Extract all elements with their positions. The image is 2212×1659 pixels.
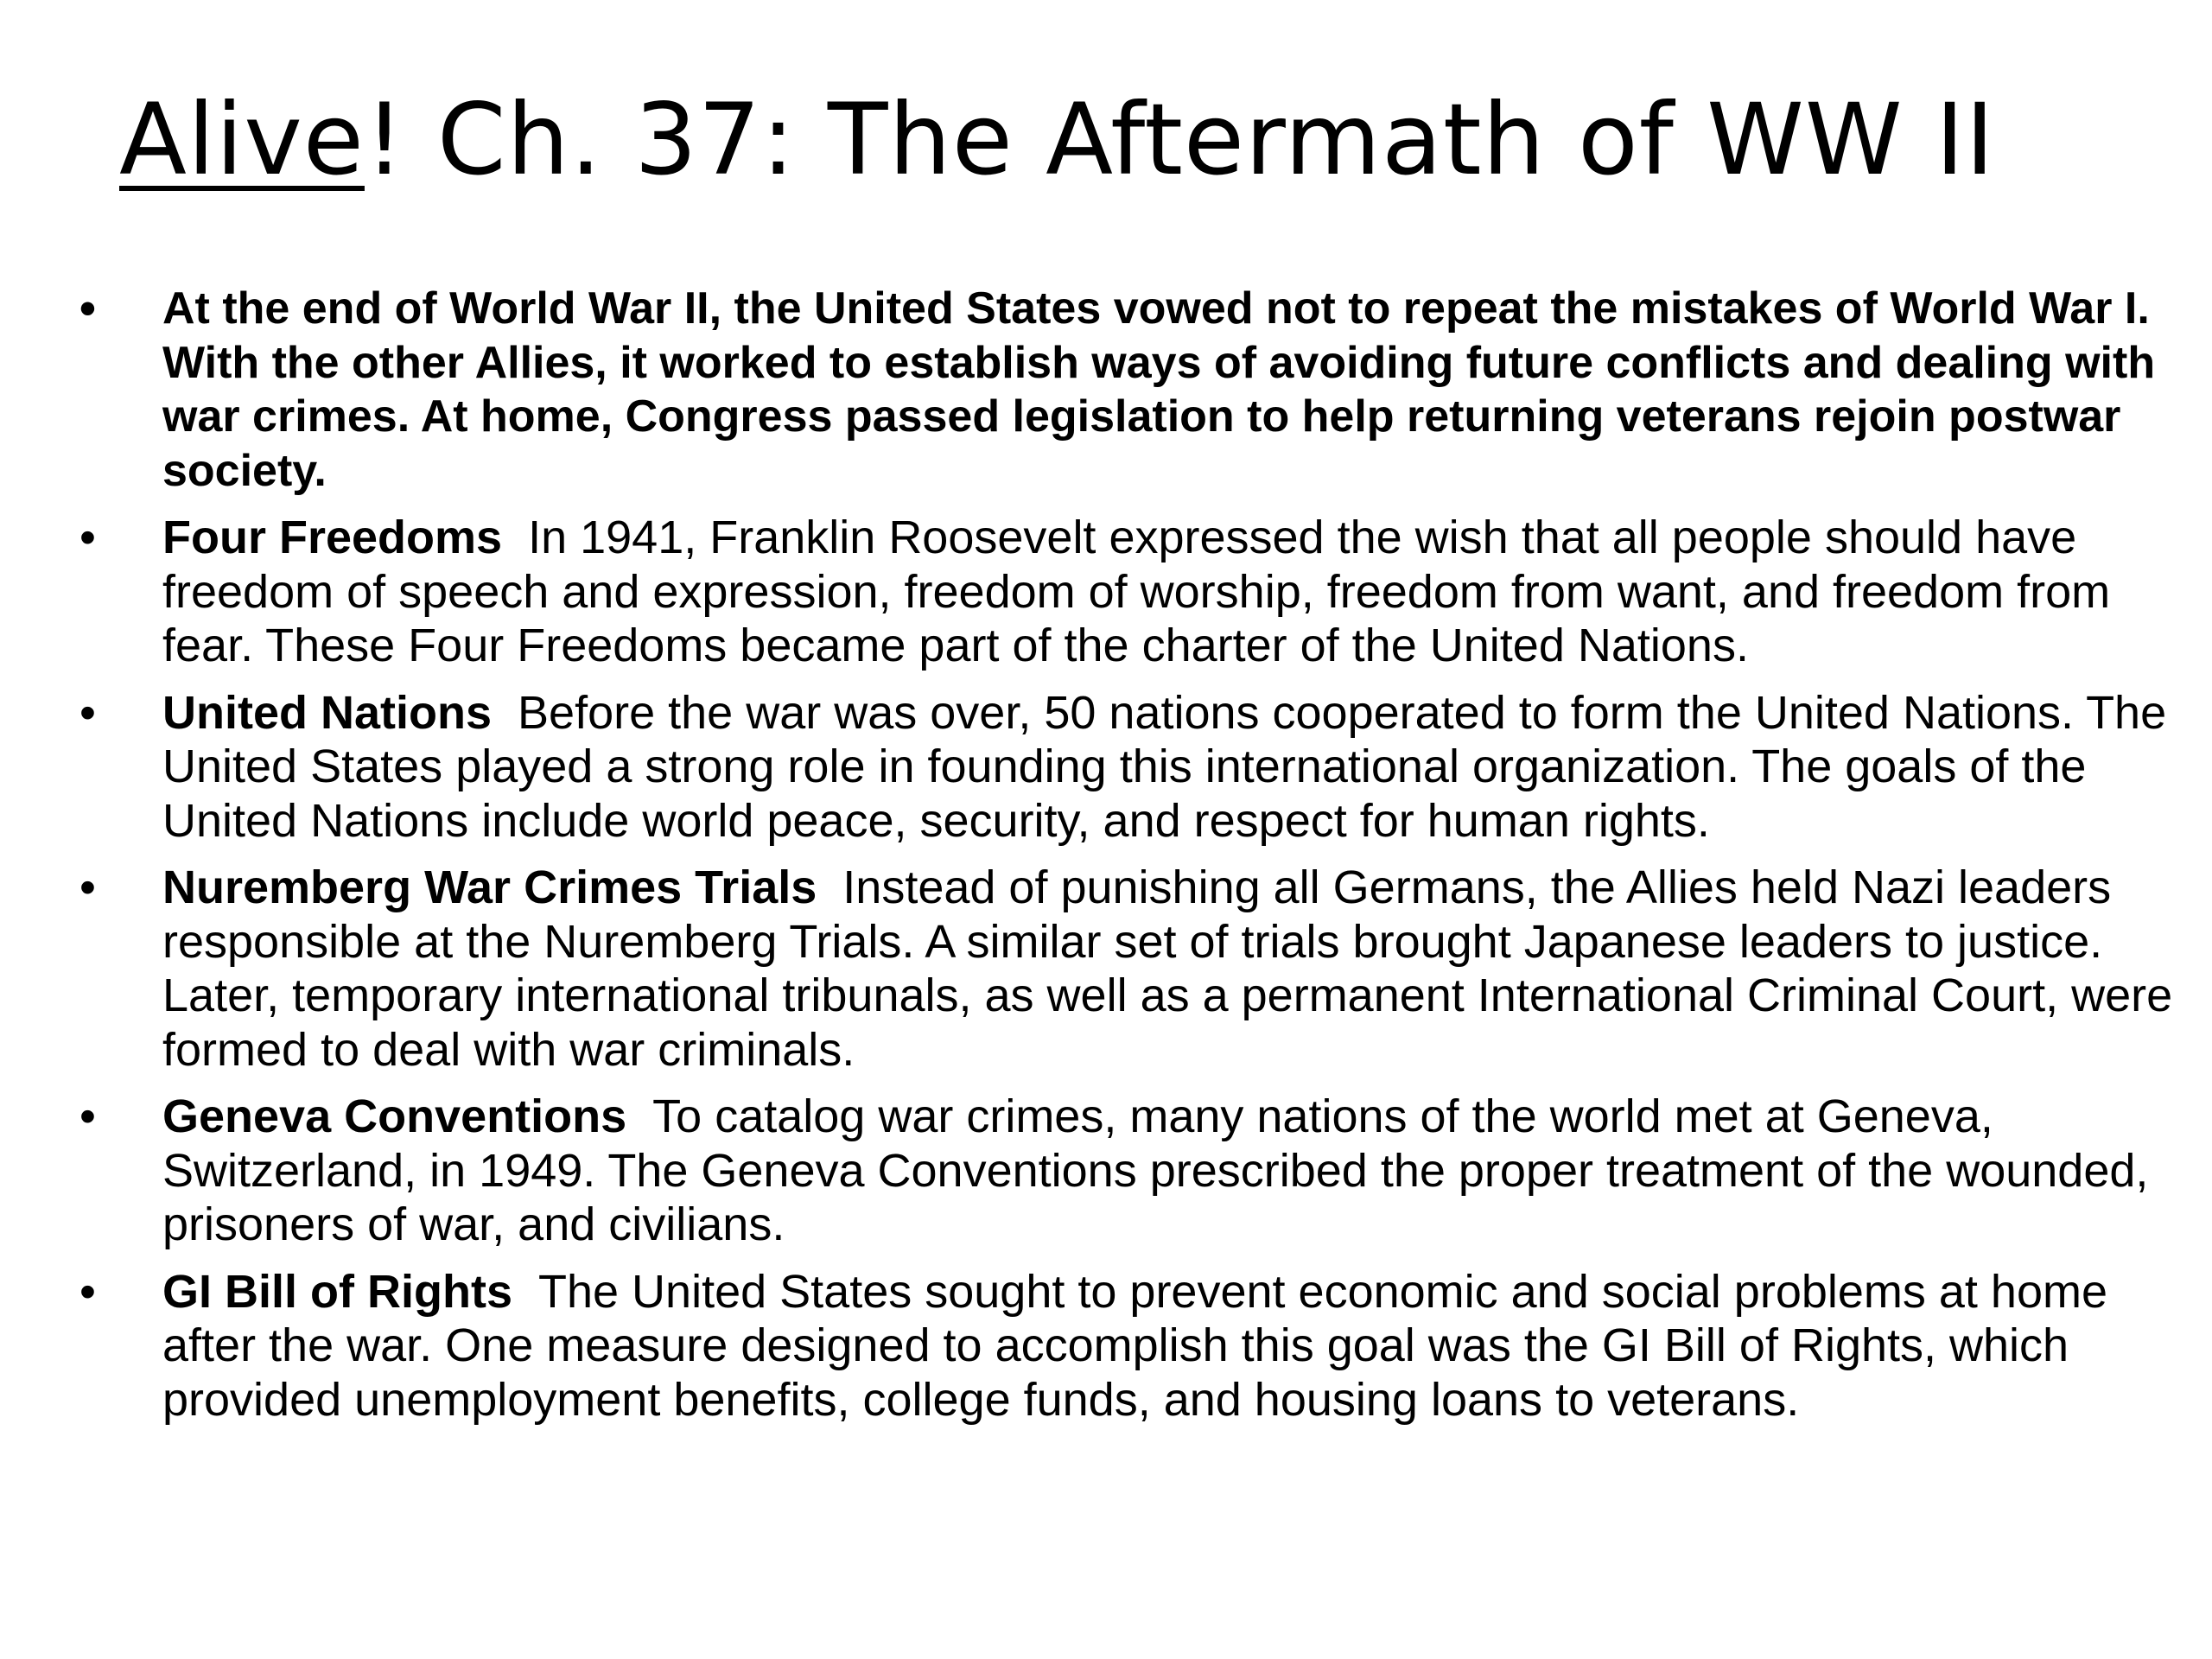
term-united-nations: United Nations (162, 686, 493, 739)
bullet-gi-bill (0, 1265, 2212, 1427)
bullet-dot-icon: • (79, 1090, 96, 1142)
term-nuremberg-trials: Nuremberg War Crimes Trials (162, 861, 817, 913)
term-four-freedoms: Four Freedoms (162, 512, 503, 563)
term-gi-bill: GI Bill of Rights (162, 1265, 512, 1318)
slide-title (119, 79, 2107, 200)
bullet-list (0, 282, 2212, 1440)
title-rest: ! Ch. 37: The Aftermath of WW II (364, 82, 1996, 197)
bullet-united-nations (0, 686, 2212, 849)
bullet-nuremberg-trials (0, 861, 2212, 1077)
bullet-dot-icon: • (79, 512, 96, 563)
bullet-dot-icon: • (79, 1265, 96, 1318)
bullet-dot-icon: • (79, 686, 96, 739)
bullet-geneva-conventions (0, 1090, 2212, 1252)
text-united-nations: Before the war was over, 50 nations cooperated to form the United Nations. The United States played a strong role in founding this international organization. The goals of the United Nations include world peace, security, and respect for human rights. (162, 686, 2167, 847)
intro-text: At the end of World War II, the United States vowed not to repeat the mistakes of World War I. With the other Allies, it worked to establish ways of avoiding future conflicts and dealing with war crimes. At home, Congress passed legislation to help returning veterans rejoin postwar society. (162, 283, 2156, 496)
bullet-dot-icon: • (79, 283, 96, 334)
bullet-dot-icon: • (79, 861, 96, 913)
text-geneva-conventions: To catalog war crimes, many nations of the world met at Geneva, Switzerland, in 1949. The Geneva Conventions prescribed the proper treatment of the wounded, prisoners of war, and civilians. (162, 1090, 2149, 1250)
text-four-freedoms: In 1941, Franklin Roosevelt expressed the wish that all people should have freedom of speech and expression, freedom of worship, freedom from want, and freedom from fear. These Four Freedoms became part of the charter of the United Nations. (162, 512, 2111, 671)
bullet-intro (0, 282, 2212, 498)
title-book-name: Alive (119, 82, 365, 197)
text-nuremberg-trials: Instead of punishing all Germans, the Allies held Nazi leaders responsible at the Nuremberg Trials. A similar set of trials brought Japanese leaders to justice. Later, temporary international tribunals, as well as a permanent International Criminal Court, were formed to deal with war criminals. (162, 861, 2173, 1076)
bullet-four-freedoms (0, 511, 2212, 673)
text-gi-bill: The United States sought to prevent economic and social problems at home after the war. One measure designed to accomplish this goal was the GI Bill of Rights, which provided unemployment benefits, college funds, and housing loans to veterans. (162, 1265, 2108, 1426)
term-geneva-conventions: Geneva Conventions (162, 1090, 627, 1142)
